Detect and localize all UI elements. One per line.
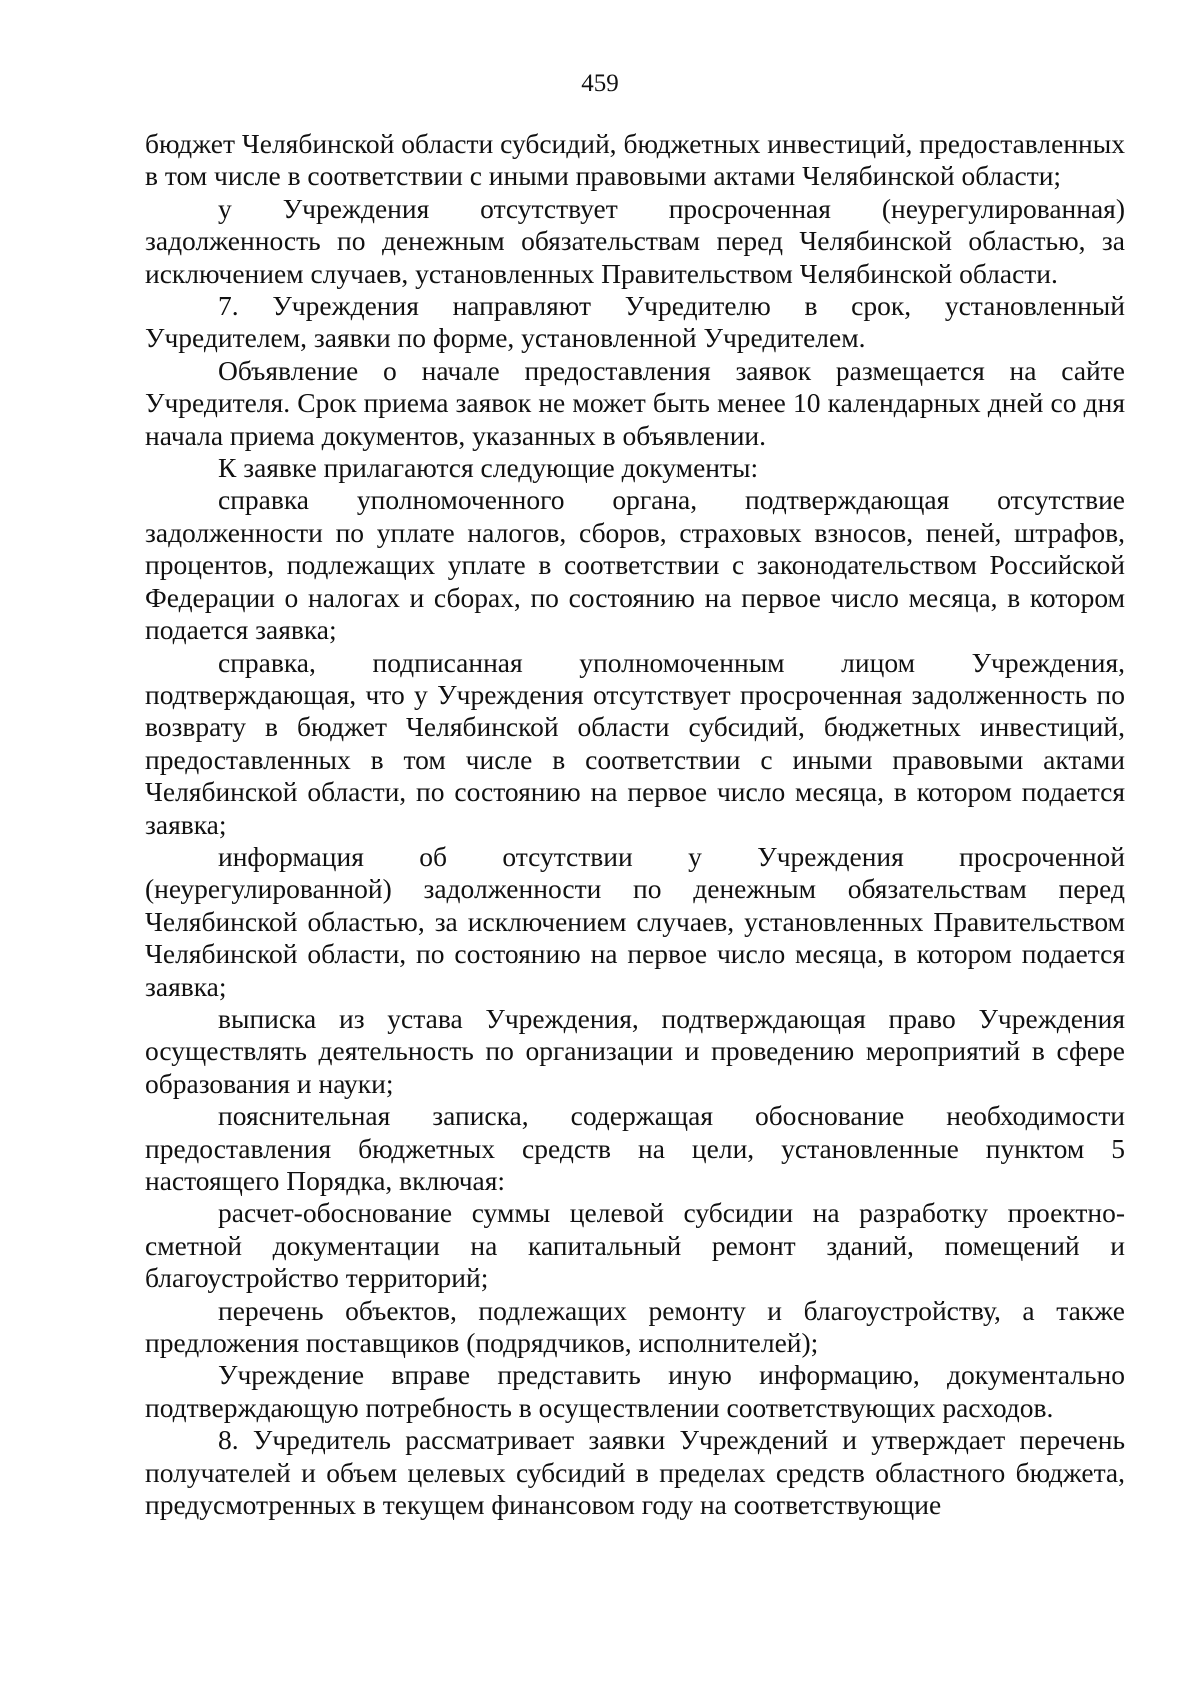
paragraph-debt-information: информация об отсутствии у Учреждения просроченной (неурегулированной) задолженности по денежным обязательствам перед Челябинской областью, за исключением случаев, установленных Правительством Челябинской области, по состоянию на первое число месяца, в котором подается заявка; — [145, 840, 1125, 1002]
page-number: 459 — [581, 70, 619, 97]
paragraph-other-information: Учреждение вправе представить иную информацию, документально подтверждающую потребность в осуществлении соответствующих расходов. — [145, 1359, 1125, 1423]
paragraph-item-7: 7. Учреждения направляют Учредителю в срок, установленный Учредителем, заявки по форме, установленной Учредителем. — [145, 290, 1125, 354]
paragraph-no-debt: у Учреждения отсутствует просроченная (неурегулированная) задолженность по денежным обязательствам перед Челябинской областью, за исключением случаев, установленных Правительством Челябинской области. — [145, 192, 1125, 289]
document-body — [145, 128, 1125, 1521]
paragraph-explanatory-note: пояснительная записка, содержащая обоснование необходимости предоставления бюджетных средств на цели, установленные пунктом 5 настоящего Порядка, включая: — [145, 1100, 1125, 1196]
paragraph-continuation: бюджет Челябинской области субсидий, бюджетных инвестиций, предоставленных в том числе в соответствии с иными правовыми актами Челябинской области; — [145, 128, 1125, 192]
paragraph-attachments-intro: К заявке прилагаются следующие документы: — [218, 452, 759, 484]
paragraph-item-8: 8. Учредитель рассматривает заявки Учреждений и утверждает перечень получателей и объем целевых субсидий в пределах средств областного бюджета, предусмотренных в текущем финансовом году на соответствующие — [145, 1424, 1125, 1521]
paragraph-cost-calculation: расчет-обоснование суммы целевой субсидии на разработку проектно-сметной документации на капитальный ремонт зданий, помещений и благоустройство территорий; — [145, 1197, 1125, 1294]
paragraph-object-list: перечень объектов, подлежащих ремонту и благоустройству, а также предложения поставщиков (подрядчиков, исполнителей); — [145, 1294, 1125, 1359]
paragraph-charter-extract: выписка из устава Учреждения, подтверждающая право Учреждения осуществлять деятельность по организации и проведению мероприятий в сфере образования и науки; — [145, 1002, 1125, 1099]
paragraph-signed-certificate: справка, подписанная уполномоченным лицом Учреждения, подтверждающая, что у Учреждения отсутствует просроченная задолженность по возврату в бюджет Челябинской области субсидий, бюджетных инвестиций, предоставленных в том числе в соответствии с иными правовыми актами Челябинской области, по состоянию на первое число месяца, в котором подается заявка; — [145, 646, 1125, 840]
paragraph-tax-certificate: справка уполномоченного органа, подтверждающая отсутствие задолженности по уплате налогов, сборов, страховых взносов, пеней, штрафов, процентов, подлежащих уплате в соответствии с законодательством Российской Федерации о налогах и сборах, по состоянию на первое число месяца, в котором подается заявка; — [145, 484, 1125, 646]
paragraph-announcement: Объявление о начале предоставления заявок размещается на сайте Учредителя. Срок приема заявок не может быть менее 10 календарных дней со дня начала приема документов, указанных в объявлении. — [145, 354, 1125, 451]
